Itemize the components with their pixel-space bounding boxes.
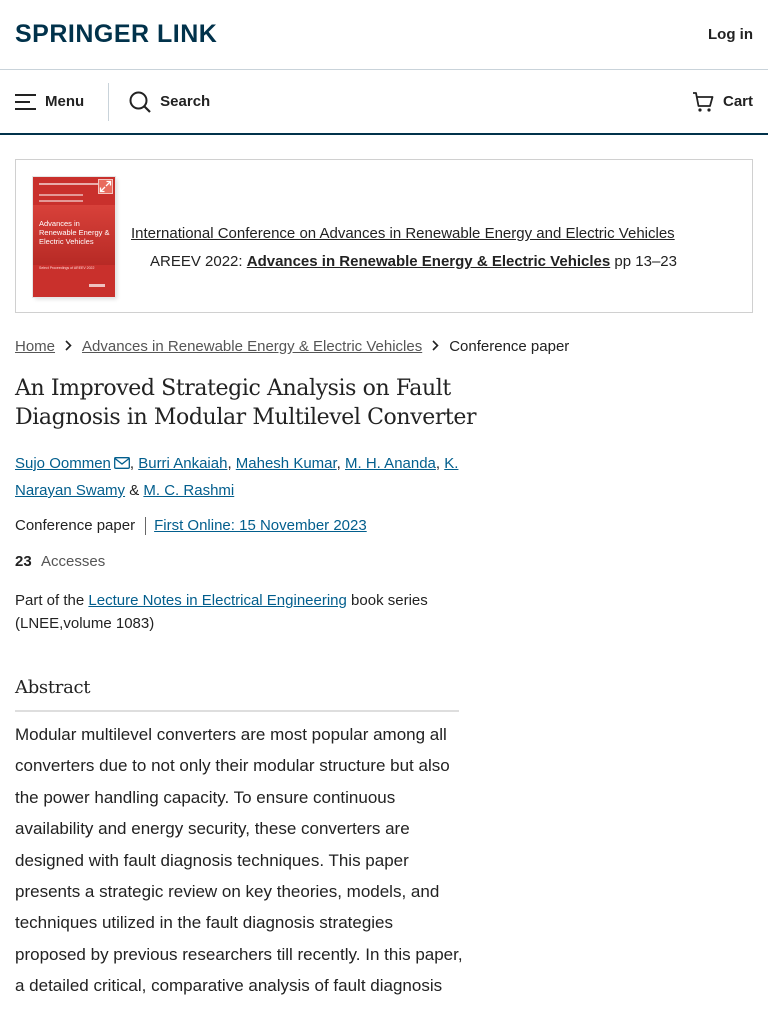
series-suffix: book series: [351, 592, 428, 609]
book-details: [131, 224, 677, 272]
abstract-line: proposed by previous researchers till recently. In this paper,: [15, 944, 463, 964]
author-link[interactable]: Mahesh Kumar: [235, 455, 337, 472]
accesses-label: Accesses: [41, 553, 106, 570]
article-title-line: Diagnosis in Modular Multilevel Converter: [15, 405, 477, 430]
author-list: Sujo Oommen , Burri Ankaiah, Mahesh Kumar, M. H. Ananda, K. Narayan Swamy & M. C. Rashmi: [15, 455, 459, 499]
abstract-line: Modular multilevel converters are most popular among all: [15, 725, 447, 744]
article-title: [15, 374, 485, 432]
search-button[interactable]: [129, 91, 210, 113]
nav-divider: [108, 83, 109, 121]
chevron-right-icon: [65, 339, 72, 354]
author-link[interactable]: K.: [444, 455, 459, 472]
cover-title: Advances in Renewable Energy & Electric Vehicles: [39, 219, 110, 246]
author-link[interactable]: M. C. Rashmi: [143, 482, 235, 499]
login-link[interactable]: Log in: [708, 26, 753, 43]
email-icon[interactable]: [114, 457, 130, 469]
author-link[interactable]: Burri Ankaiah: [138, 455, 228, 472]
series-volume: (LNEE,volume 1083): [15, 615, 155, 632]
menu-button[interactable]: [15, 93, 84, 110]
cover-series-strip: [39, 183, 101, 185]
conference-link[interactable]: International Conference on Advances in Renewable Energy and Electric Vehicles: [131, 225, 675, 242]
site-header: [0, 0, 768, 70]
cart-button[interactable]: [692, 91, 753, 113]
book-series-info: [15, 589, 455, 635]
abstract-line: designed with fault diagnosis techniques. This paper: [15, 850, 409, 870]
cover-editors: [39, 194, 83, 202]
hamburger-icon: [15, 94, 36, 110]
abstract-line: availability and energy security, these converters are: [15, 819, 410, 839]
article-title-line: An Improved Strategic Analysis on Fault: [15, 376, 451, 401]
abstract-line: the power handling capacity. To ensure continuous: [15, 787, 396, 807]
breadcrumb-book[interactable]: Advances in Renewable Energy & Electric Vehicles: [82, 338, 423, 355]
author-link[interactable]: Narayan Swamy: [15, 482, 126, 499]
cart-label: Cart: [722, 93, 753, 110]
main-nav: [0, 70, 768, 135]
meta-divider: [145, 517, 146, 535]
abstract-line: converters due to not only their modular structure but also: [15, 756, 450, 776]
proceedings-prefix: AREEV 2022:: [150, 253, 243, 270]
breadcrumb-current: Conference paper: [449, 338, 570, 355]
accesses-count: 23: [15, 553, 32, 570]
content-type: Conference paper: [15, 517, 136, 534]
book-info-card: [15, 159, 753, 313]
chevron-right-icon: [432, 339, 439, 354]
proceedings-line: [131, 252, 677, 272]
cart-icon: [692, 91, 714, 113]
abstract-text: [15, 719, 465, 1002]
page-range: pp 13–23: [614, 253, 677, 270]
access-metrics: [15, 551, 105, 573]
book-title-link[interactable]: Advances in Renewable Energy & Electric Vehicles: [246, 253, 611, 270]
breadcrumb: [15, 338, 569, 355]
search-icon: [129, 91, 151, 113]
cover-publisher-mark: [89, 284, 105, 287]
abstract-line: a detailed critical, comparative analysis of fault diagnosis: [15, 976, 443, 996]
abstract-line: techniques utilized in the fault diagnosis strategies: [15, 913, 394, 933]
series-link[interactable]: Lecture Notes in Electrical Engineering: [88, 592, 347, 609]
abstract-line: presents a strategic review on key theories, models, and: [15, 882, 440, 902]
cover-subtitle: Select Proceedings of AREEV 2022: [39, 266, 95, 270]
author-link[interactable]: Sujo Oommen: [15, 455, 111, 472]
series-prefix: Part of the: [15, 592, 85, 609]
breadcrumb-home[interactable]: Home: [15, 338, 56, 355]
nav-left: [15, 70, 210, 133]
publication-meta: [15, 515, 367, 537]
author-link[interactable]: M. H. Ananda: [345, 455, 436, 472]
book-cover-image[interactable]: [33, 177, 115, 297]
abstract-heading: Abstract: [15, 676, 459, 712]
springer-link-logo[interactable]: SPRINGER LINK: [15, 20, 218, 48]
menu-label: Menu: [45, 93, 85, 110]
expand-cover-icon[interactable]: [98, 179, 113, 194]
first-online-link[interactable]: First Online: 15 November 2023: [154, 517, 367, 534]
search-label: Search: [160, 93, 211, 110]
